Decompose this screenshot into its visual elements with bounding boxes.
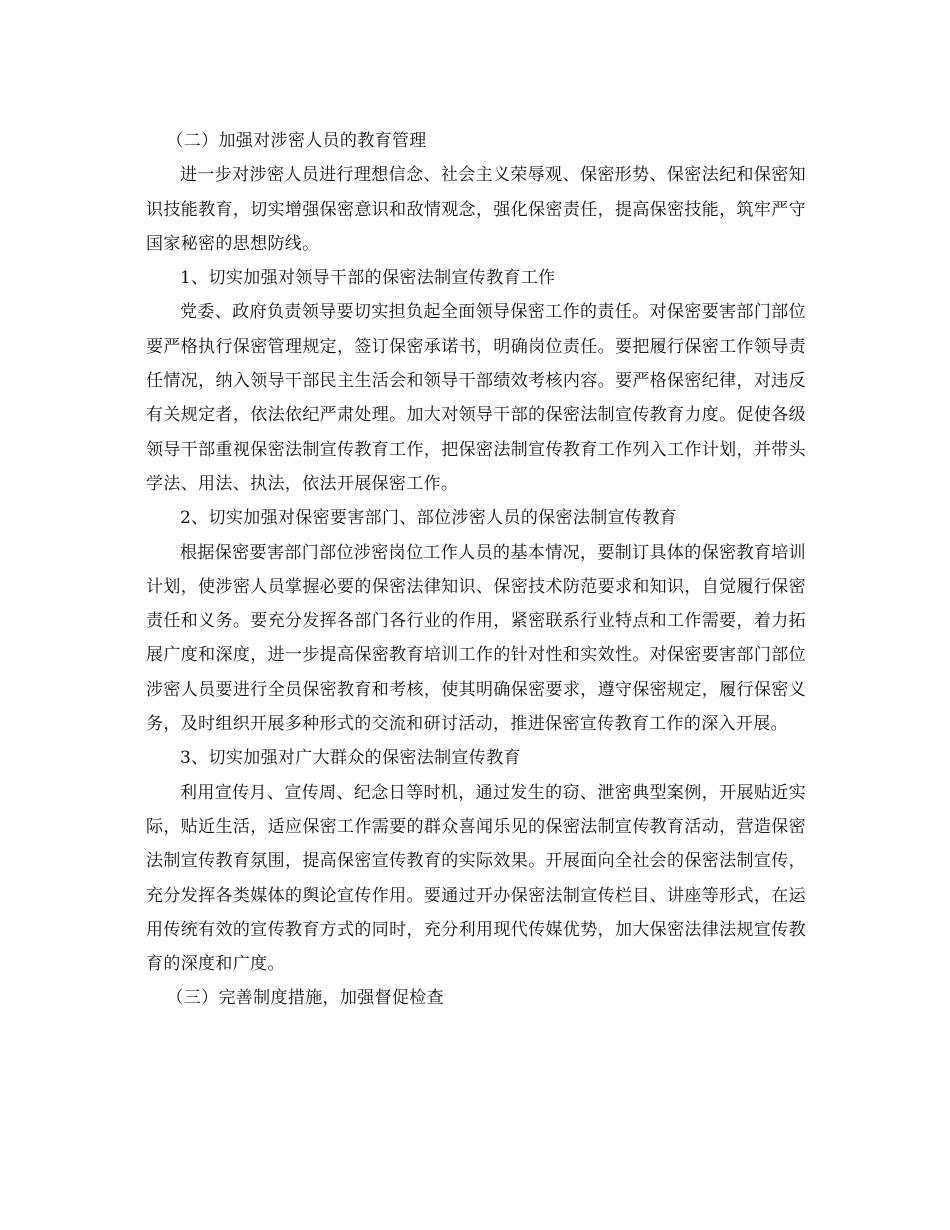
document-body [146,124,806,1016]
paragraph-intro: 进一步对涉密人员进行理想信念、社会主义荣辱观、保密形势、保密法纪和保密知识技能教育，切实增强保密意识和敌情观念，强化保密责任，提高保密技能，筑牢严守国家秘密的思想防线。 [146,165,806,254]
paragraph-1: 党委、政府负责领导要切实担负起全面领导保密工作的责任。对保密要害部门部位要严格执行保密管理规定，签订保密承诺书，明确岗位责任。要把履行保密工作领导责任情况，纳入领导干部民主生活会和领导干部绩效考核内容。要严格保密纪律，对违反有关规定者，依法依纪严肃处理。加大对领导干部的保密法制宣传教育力度。促使各级领导干部重视保密法制宣传教育工作，把保密法制宣传教育工作列入工作计划，并带头学法、用法、执法，依法开展保密工作。 [146,302,806,494]
subheading-2: 2、切实加强对保密要害部门、部位涉密人员的保密法制宣传教育 [180,508,677,529]
section-heading-3: （三）完善制度措施，加强督促检查 [166,988,444,1009]
paragraph-3: 利用宣传月、宣传周、纪念日等时机，通过发生的窃、泄密典型案例，开展贴近实际，贴近生活，适应保密工作需要的群众喜闻乐见的保密法制宣传教育活动，营造保密法制宣传教育氛围，提高保密宣传教育的实际效果。开展面向全社会的保密法制宣传，充分发挥各类媒体的舆论宣传作用。要通过开办保密法制宣传栏目、讲座等形式，在运用传统有效的宣传教育方式的同时，充分利用现代传媒优势，加大保密法律法规宣传教育的深度和广度。 [146,782,806,975]
section-heading-2: （二）加强对涉密人员的教育管理 [166,131,427,151]
paragraph-2: 根据保密要害部门部位涉密岗位工作人员的基本情况，要制订具体的保密教育培训计划，使涉密人员掌握必要的保密法律知识、保密技术防范要求和知识，自觉履行保密责任和义务。要充分发挥各部门各行业的作用，紧密联系行业特点和工作需要，着力拓展广度和深度，进一步提高保密教育培训工作的针对性和实效性。对保密要害部门部位涉密人员要进行全员保密教育和考核，使其明确保密要求，遵守保密规定，履行保密义务，及时组织开展多种形式的交流和研讨活动，推进保密宣传教育工作的深入开展。 [146,542,806,735]
subheading-3: 3、切实加强对广大群众的保密法制宣传教育 [180,748,521,769]
subheading-1: 1、切实加强对领导干部的保密法制宣传教育工作 [180,268,556,289]
